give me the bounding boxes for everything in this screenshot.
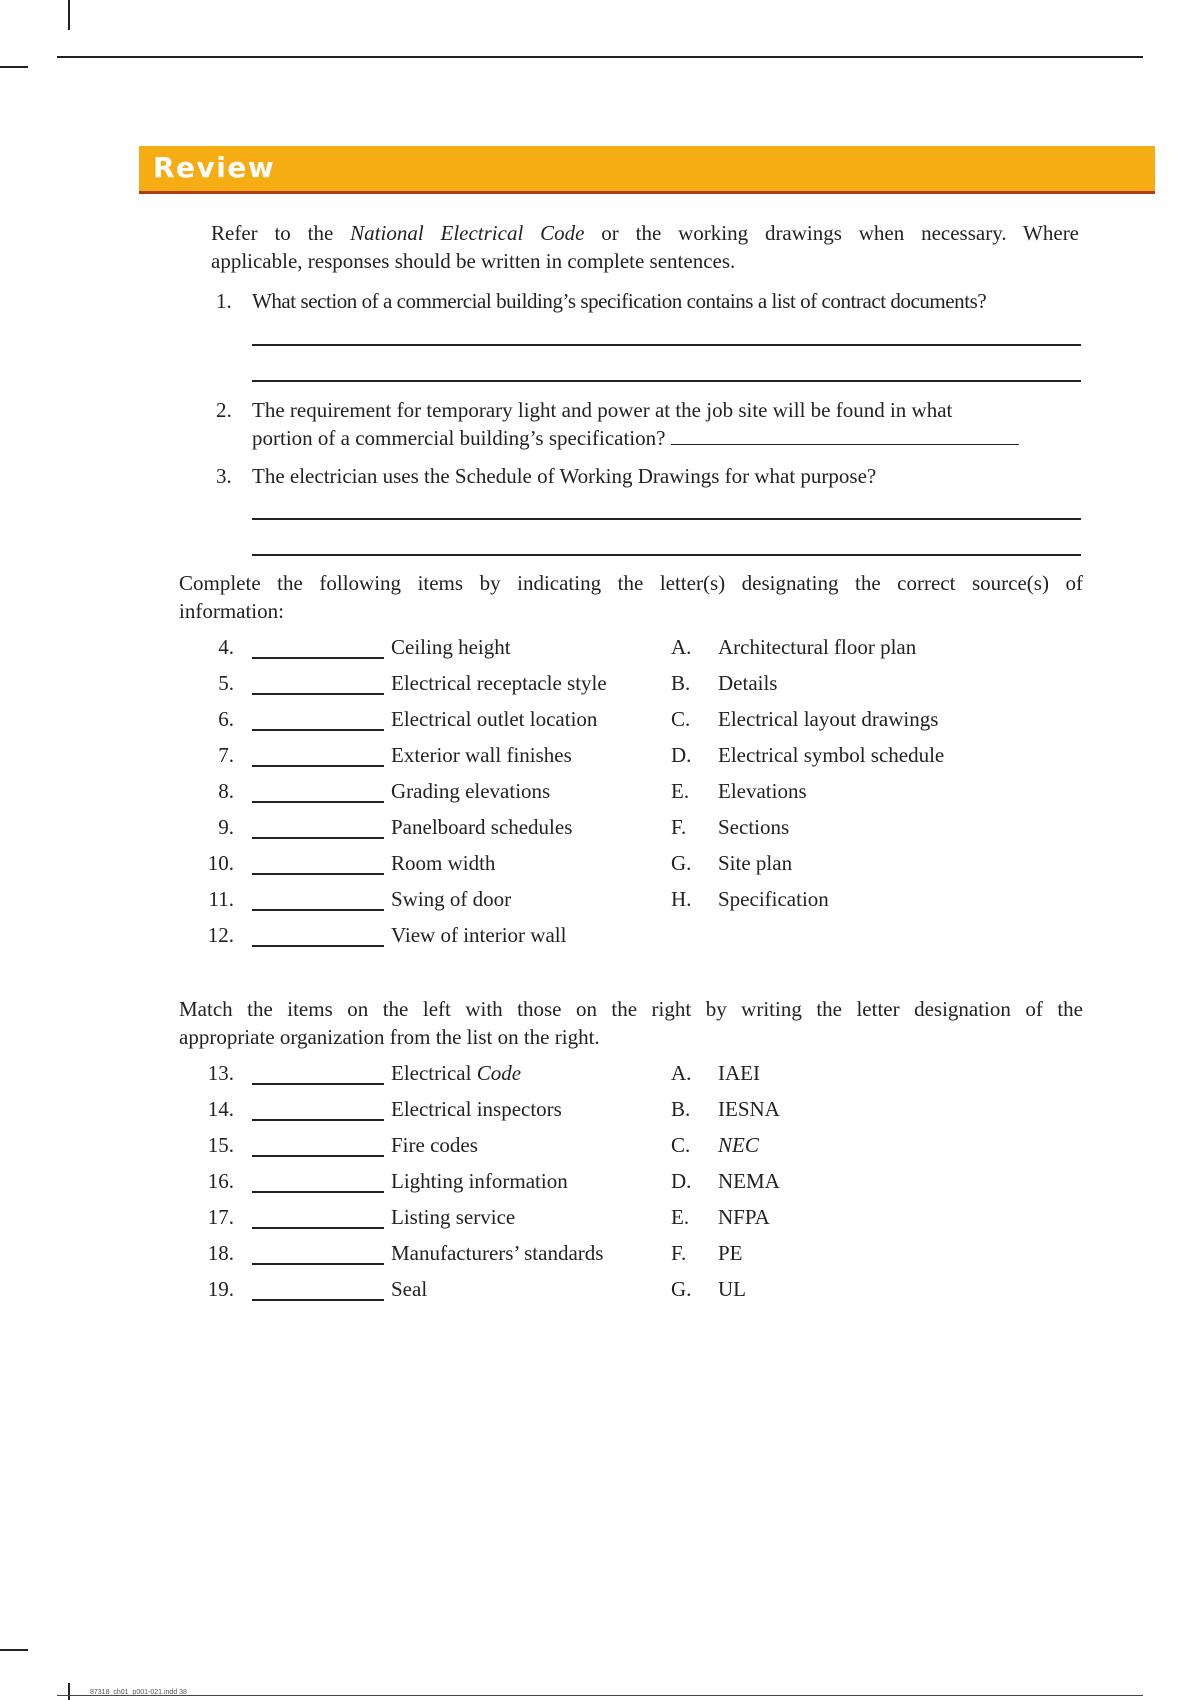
file-slug: 87318_ch01_p001-021.indd 38 (90, 1689, 187, 1696)
question-text: What section of a commercial building’s specification contains a list of contract documents? (252, 289, 987, 313)
answer-blank[interactable] (252, 1263, 384, 1265)
answer-line[interactable] (252, 380, 1081, 382)
crop-mark-left-bottom (0, 1649, 28, 1651)
sources-instructions-line-2: information: (179, 599, 284, 623)
answer-blank[interactable] (252, 945, 384, 947)
review-banner (139, 146, 1155, 194)
option-letter: G. (671, 851, 692, 875)
option-text: Site plan (718, 851, 793, 875)
option-letter: C. (671, 1133, 691, 1157)
sources-instructions (179, 569, 1083, 625)
item-number: 14. (207, 1097, 234, 1121)
answer-blank[interactable] (252, 1191, 384, 1193)
option-text: Electrical layout drawings (718, 707, 939, 731)
match-row-14 (0, 1097, 1200, 1131)
match-row-4 (0, 635, 1200, 669)
answer-blank[interactable] (252, 729, 384, 731)
item-text: Listing service (391, 1205, 516, 1229)
option-text: Elevations (718, 779, 807, 803)
item-text: Electrical inspectors (391, 1097, 562, 1121)
option-letter: F. (671, 1241, 687, 1265)
option-text: NEMA (718, 1169, 780, 1193)
item-text: Fire codes (391, 1133, 478, 1157)
option-letter: A. (671, 1061, 692, 1085)
option-text: Specification (718, 887, 829, 911)
match-row-10 (0, 851, 1200, 885)
item-number: 4. (218, 635, 234, 659)
answer-blank[interactable] (252, 801, 384, 803)
answer-line[interactable] (252, 518, 1081, 520)
crop-mark-top (68, 0, 70, 30)
match-row-19 (0, 1277, 1200, 1311)
answer-blank[interactable] (252, 1119, 384, 1121)
option-text: NFPA (718, 1205, 770, 1229)
item-number: 7. (218, 743, 234, 767)
item-number: 11. (208, 887, 234, 911)
option-letter: D. (671, 1169, 692, 1193)
item-number: 19. (207, 1277, 234, 1301)
question-number: 2. (216, 398, 232, 422)
item-number: 10. (207, 851, 234, 875)
orgs-instructions (179, 995, 1083, 1051)
match-row-9 (0, 815, 1200, 849)
question-1 (216, 287, 1086, 317)
item-number: 5. (218, 671, 234, 695)
sources-instructions-line-1: Complete the following items by indicating the letter(s) designating the correct source(s) of (179, 571, 1083, 595)
match-row-6 (0, 707, 1200, 741)
intro-line-1: Refer to the National Electrical Code or the working drawings when necessary. Where (211, 221, 1080, 245)
item-number: 13. (207, 1061, 234, 1085)
option-text: IAEI (718, 1061, 760, 1085)
answer-blank[interactable] (252, 1299, 384, 1301)
match-row-13 (0, 1061, 1200, 1095)
orgs-instructions-line-2: appropriate organization from the list on the right. (179, 1025, 600, 1049)
option-text: Details (718, 671, 778, 695)
item-text: Exterior wall finishes (391, 743, 572, 767)
option-letter: D. (671, 743, 692, 767)
match-row-16 (0, 1169, 1200, 1203)
item-text: Lighting information (391, 1169, 568, 1193)
item-number: 15. (207, 1133, 234, 1157)
option-text: UL (718, 1277, 746, 1301)
item-text: Ceiling height (391, 635, 511, 659)
match-row-7 (0, 743, 1200, 777)
item-text: Room width (391, 851, 496, 875)
answer-blank[interactable] (252, 873, 384, 875)
option-letter: B. (671, 1097, 691, 1121)
item-text: Swing of door (391, 887, 512, 911)
match-row-5 (0, 671, 1200, 705)
option-text: Electrical symbol schedule (718, 743, 945, 767)
option-letter: F. (671, 815, 687, 839)
item-text: Electrical Code (391, 1061, 522, 1085)
answer-line[interactable] (252, 554, 1081, 556)
option-text: NEC (718, 1133, 759, 1157)
intro-line-2: applicable, responses should be written in complete sentences. (211, 249, 736, 273)
crop-mark-left-top (0, 66, 28, 68)
header-rule (57, 56, 1143, 58)
item-number: 8. (218, 779, 234, 803)
match-row-15 (0, 1133, 1200, 1167)
match-row-18 (0, 1241, 1200, 1275)
match-row-12 (0, 923, 1200, 957)
answer-blank[interactable] (252, 1155, 384, 1157)
item-text: Manufacturers’ standards (391, 1241, 604, 1265)
footer-rule (57, 1695, 1143, 1696)
option-text: PE (718, 1241, 743, 1265)
option-letter: G. (671, 1277, 692, 1301)
match-row-17 (0, 1205, 1200, 1239)
item-number: 12. (207, 923, 234, 947)
item-text: Panelboard schedules (391, 815, 573, 839)
orgs-instructions-line-1: Match the items on the left with those on the right by writing the letter designation of the (179, 997, 1083, 1021)
answer-blank[interactable] (252, 909, 384, 911)
item-text: Seal (391, 1277, 428, 1301)
answer-blank[interactable] (252, 693, 384, 695)
item-number: 18. (207, 1241, 234, 1265)
question-text: The electrician uses the Schedule of Working Drawings for what purpose? (252, 464, 877, 488)
item-text: Grading elevations (391, 779, 551, 803)
answer-blank[interactable] (252, 1227, 384, 1229)
answer-blank[interactable] (252, 765, 384, 767)
intro-paragraph (211, 219, 1079, 275)
question-text-line-1: The requirement for temporary light and power at the job site will be found in what (252, 398, 953, 422)
item-number: 6. (218, 707, 234, 731)
item-text: View of interior wall (391, 923, 567, 947)
question-number: 1. (216, 289, 232, 313)
answer-blank[interactable] (252, 837, 384, 839)
match-row-11 (0, 887, 1200, 921)
option-letter: E. (671, 1205, 690, 1229)
question-2 (216, 396, 1086, 456)
option-text: Architectural floor plan (718, 635, 917, 659)
option-letter: H. (671, 887, 692, 911)
option-letter: C. (671, 707, 691, 731)
crop-mark-bottom (68, 1683, 70, 1700)
question-text-line-2: portion of a commercial building’s specification? (252, 424, 1019, 452)
item-text: Electrical outlet location (391, 707, 598, 731)
match-row-8 (0, 779, 1200, 813)
item-text: Electrical receptacle style (391, 671, 607, 695)
answer-blank[interactable] (252, 657, 384, 659)
question-number: 3. (216, 464, 232, 488)
option-letter: A. (671, 635, 692, 659)
review-title: Review (153, 151, 276, 184)
nec-title: National Electrical Code (350, 221, 585, 245)
option-text: IESNA (718, 1097, 780, 1121)
option-text: Sections (718, 815, 790, 839)
answer-blank[interactable] (252, 1083, 384, 1085)
answer-line[interactable] (252, 344, 1081, 346)
item-number: 17. (207, 1205, 234, 1229)
answer-line[interactable] (671, 444, 1019, 446)
option-letter: E. (671, 779, 690, 803)
item-number: 16. (207, 1169, 234, 1193)
question-3 (216, 462, 1086, 492)
option-letter: B. (671, 671, 691, 695)
item-number: 9. (218, 815, 234, 839)
